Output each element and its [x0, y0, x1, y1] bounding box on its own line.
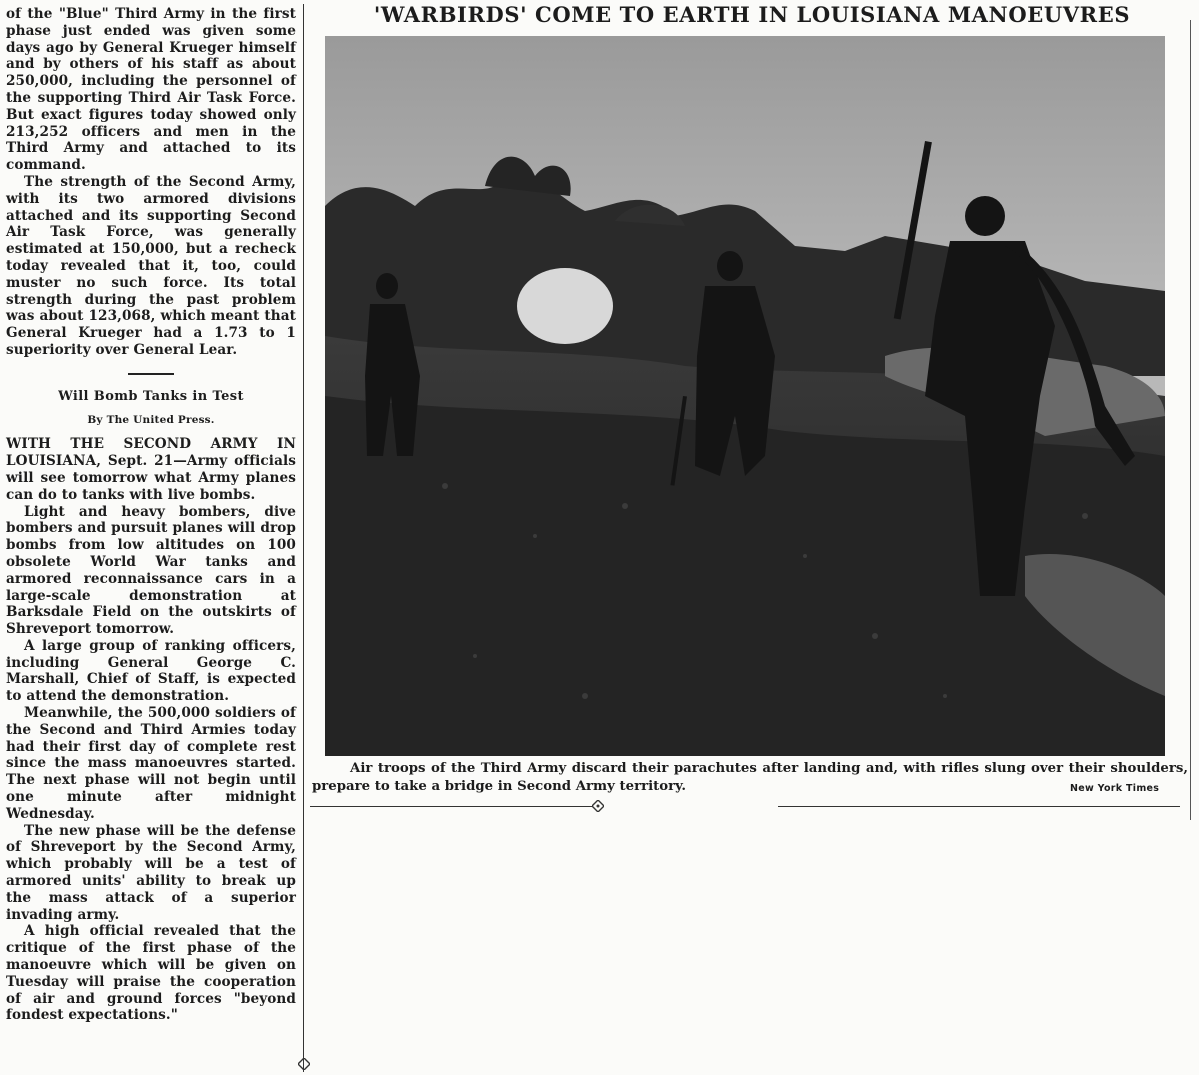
- bottom-rule-right: [778, 806, 1180, 807]
- article-paragraph: The new phase will be the defense of Shreveport by the Second Army, which probably will be a test of armored units' ability to break up the mass attack of a superior invading army.: [6, 822, 296, 923]
- article-paragraph: A high official revealed that the critique of the first phase of the manoeuvre which will be given on Tuesday will praise the cooperation of air and ground forces "beyond fondest expectations.": [6, 923, 296, 1024]
- clipping-edge: [1190, 20, 1191, 820]
- photo-headline: 'WARBIRDS' COME TO EARTH IN LOUISIANA MANOEUVRES: [373, 2, 1131, 27]
- article-subhead: Will Bomb Tanks in Test: [58, 388, 244, 404]
- article-byline: By The United Press.: [87, 413, 215, 426]
- article-paragraph: A large group of ranking officers, including General George C. Marshall, Chief of Staff, is expected to attend the demonstration.: [6, 637, 296, 705]
- news-photograph: [325, 36, 1165, 756]
- column-end-mark: [298, 1058, 310, 1070]
- article-paragraph: Meanwhile, the 500,000 soldiers of the Second and Third Armies today had their first day of complete rest since the mass manoeuvres started. The next phase will not begin until one minute after midnight Wednesday.: [6, 705, 296, 822]
- article-paragraph: Light and heavy bombers, dive bombers and pursuit planes will drop bombs from low altitudes on 100 obsolete World War tanks and armored reconnaissance cars in a large-scale demonstration at Barksdale Field on the outskirts of Shreveport tomorrow.: [6, 503, 296, 638]
- section-divider: [128, 373, 174, 375]
- article-paragraph: The strength of the Second Army, with its two armored divisions attached and its supporting Second Air Task Force, was generally estimated at 150,000, but a recheck today revealed that it, too, could muster no such force. Its total strength during the past problem was about 123,068, which meant that General Krueger had a 1.73 to 1 superiority over General Lear.: [6, 173, 296, 358]
- article-dateline: WITH THE SECOND ARMY IN LOUISIANA, Sept. 21—Army officials will see tomorrow what Army planes can do to tanks with live bombs.: [6, 436, 296, 503]
- left-article-column: [6, 6, 296, 1024]
- article-paragraph: of the "Blue" Third Army in the first phase just ended was given some days ago by General Krueger himself and by others of his staff as about 250,000, including the personnel of the supporting Third Air Task Force. But exact figures today showed only 213,252 officers and men in the Third Army and attached to its command.: [6, 6, 296, 174]
- photo-caption: Air troops of the Third Army discard their parachutes after landing and, with rifles slung over their shoulders, prepare to take a bridge in Second Army territory.: [312, 761, 1188, 794]
- column-rule: [303, 4, 304, 1072]
- ornament-diamond-icon: [592, 800, 604, 812]
- photo-credit: New York Times: [1070, 783, 1160, 794]
- bottom-rule-left: [310, 806, 592, 807]
